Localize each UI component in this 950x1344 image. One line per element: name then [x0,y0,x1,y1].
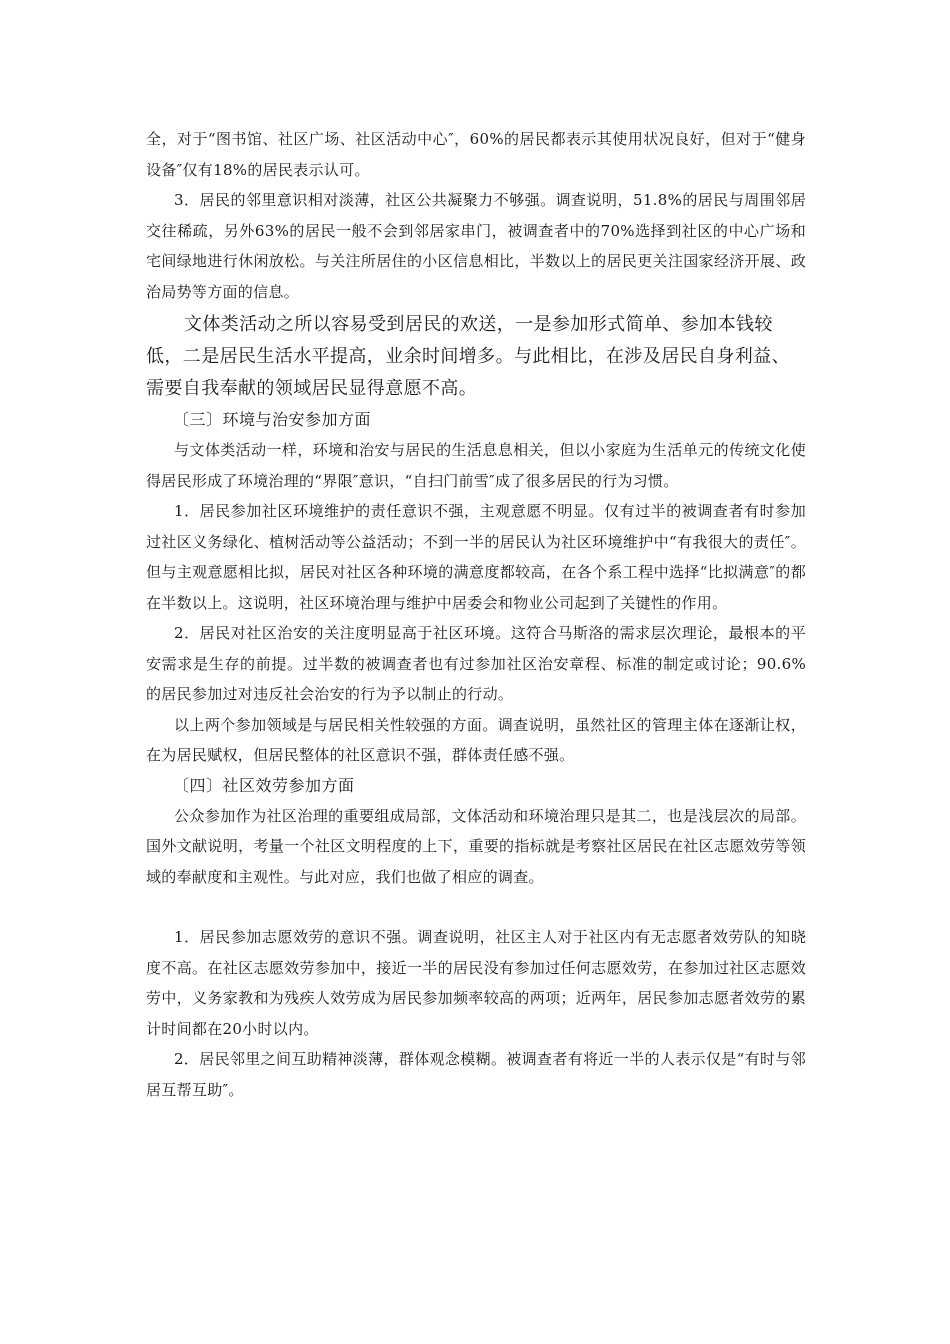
paragraph-environment-intro: 与文体类活动一样，环境和治安与居民的生活息息相关，但以小家庭为生活单元的传统文化使得居民形成了环境治理的“界限″意识，“自扫门前雪″成了很多居民的行为习惯。 [146,441,806,490]
text-column [146,124,806,1105]
paragraph-spacer [146,892,806,922]
section-heading-community-service: 〔四〕社区效劳参加方面 [173,775,355,795]
section-heading-environment-security: 〔三〕环境与治安参加方面 [173,410,372,429]
paragraph-service-intro: 公众参加作为社区治理的重要组成局部，文体活动和环境治理只是其二，也是浅层次的局部。国外文献说明，考量一个社区文明程度的上下，重要的指标就是考察社区居民在社区志愿效劳等领域的奉献度和主观性。与此对应，我们也做了相应的调查。 [146,806,806,886]
paragraph-volunteer-awareness: 1．居民参加志愿效劳的意识不强。调查说明，社区主人对于社区内有无志愿者效劳队的知晓度不高。在社区志愿效劳参加中，接近一半的居民没有参加过任何志愿效劳，在参加过社区志愿效劳中，义务家教和为残疾人效劳成为居民参加频率较高的两项；近两年，居民参加志愿者效劳的累计时间都在20小时以内。 [146,928,806,1038]
paragraph-facility-usage: 全，对于“图书馆、社区广场、社区活动中心″，60%的居民都表示其使用状况良好，但对于“健身设备″仅有18%的居民表示认可。 [146,130,806,179]
paragraph-cultural-activities: 文体类活动之所以容易受到居民的欢送，一是参加形式简单、参加本钱较低，二是居民生活水平提高，业余时间增多。与此相比，在涉及居民自身利益、需要自我奉献的领域居民显得意愿不高。 [146,314,790,399]
paragraph-mutual-aid: 2．居民邻里之间互助精神淡薄，群体观念模糊。被调查者有将近一半的人表示仅是“有时与邻居互帮互助″。 [146,1050,806,1099]
paragraph-environment-responsibility: 1．居民参加社区环境维护的责任意识不强，主观意愿不明显。仅有过半的被调查者有时参加过社区义务绿化、植树活动等公益活动；不到一半的居民认为社区环境维护中“有我很大的责任″。但与主观意愿相比拟，居民对社区各种环境的满意度都较高，在各个系工程中选择“比拟满意″的都在半数以上。这说明，社区环境治理与维护中居委会和物业公司起到了关键性的作用。 [146,502,806,612]
paragraph-summary: 以上两个参加领域是与居民相关性较强的方面。调查说明，虽然社区的管理主体在逐渐让权，在为居民赋权，但居民整体的社区意识不强，群体责任感不强。 [146,715,806,764]
paragraph-security-attention: 2．居民对社区治安的关注度明显高于社区环境。这符合马斯洛的需求层次理论，最根本的平安需求是生存的前提。过半数的被调查者也有过参加社区治安章程、标准的制定或讨论；90.6%的居民参加过对违反社会治安的行为予以制止的行动。 [146,624,806,703]
paragraph-neighbor-awareness: 3．居民的邻里意识相对淡薄，社区公共凝聚力不够强。调查说明，51.8%的居民与周围邻居交往稀疏，另外63%的居民一般不会到邻居家串门，被调查者中的70%选择到社区的中心广场和宅间绿地进行休闲放松。与关注所居住的小区信息相比，半数以上的居民更关注国家经济开展、政治局势等方面的信息。 [146,191,806,301]
